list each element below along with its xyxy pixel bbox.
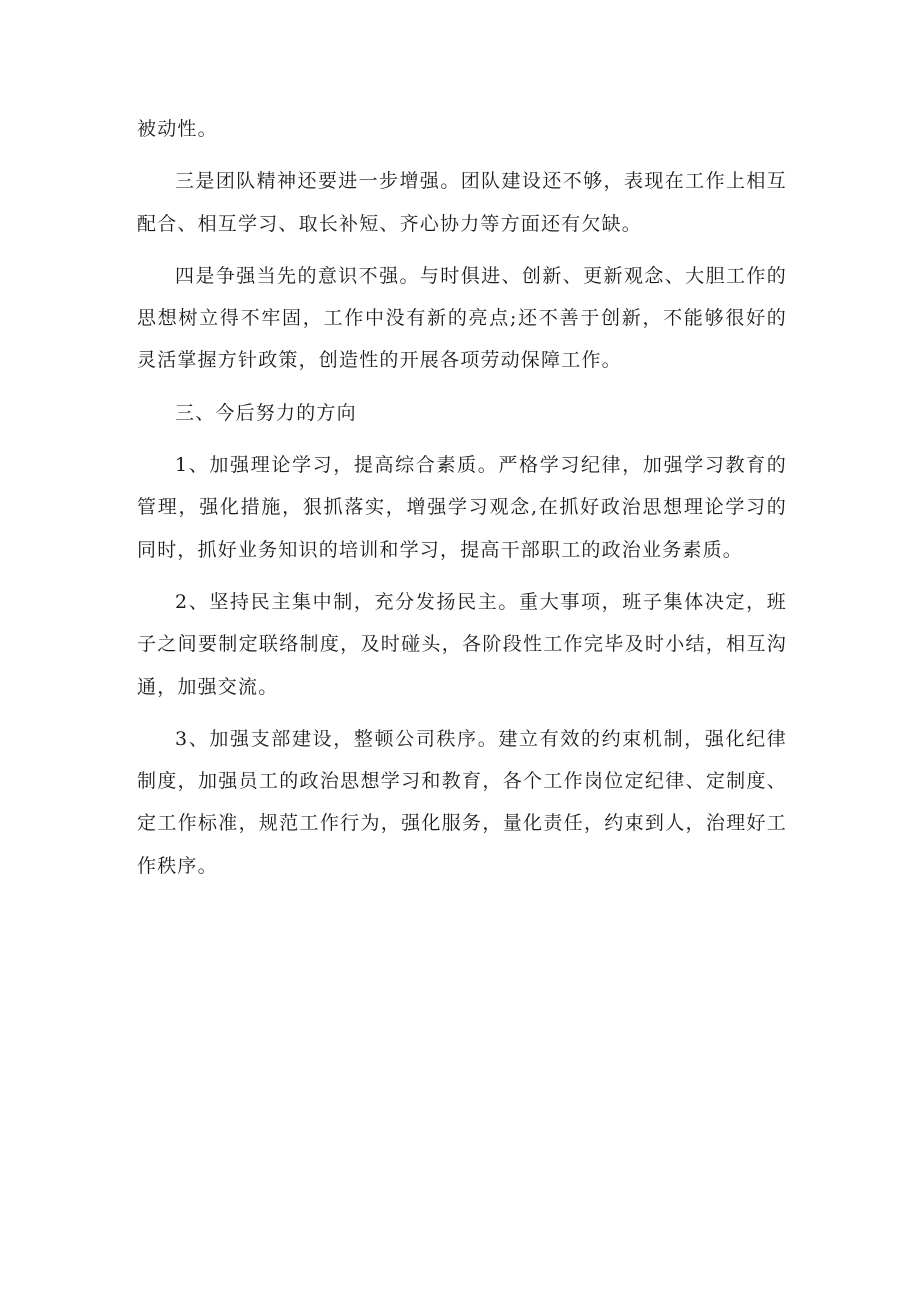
paragraph-team-spirit: 三是团队精神还要进一步增强。团队建设还不够，表现在工作上相互配合、相互学习、取长补短、齐心协力等方面还有欠缺。 <box>137 170 787 235</box>
document-body <box>137 108 787 897</box>
paragraph-item-2-democratic-centralism: 2、坚持民主集中制，充分发扬民主。重大事项，班子集体决定，班子之间要制定联络制度，及时碰头，各阶段性工作完毕及时小结，相互沟通，加强交流。 <box>137 590 787 698</box>
paragraph-innovation-awareness: 四是争强当先的意识不强。与时俱进、创新、更新观念、大胆工作的思想树立得不牢固，工作中没有新的亮点;还不善于创新，不能够很好的灵活掌握方针政策，创造性的开展各项劳动保障工作。 <box>137 264 787 372</box>
section-heading-future-direction: 三、今后努力的方向 <box>175 401 357 424</box>
paragraph-item-3-branch-building: 3、加强支部建设，整顿公司秩序。建立有效的约束机制，强化纪律制度，加强员工的政治思想学习和教育，各个工作岗位定纪律、定制度、定工作标准，规范工作行为，强化服务，量化责任，约束到人，治理好工作秩序。 <box>137 727 787 877</box>
paragraph-item-1-theory-study: 1、加强理论学习，提高综合素质。严格学习纪律，加强学习教育的管理，强化措施，狠抓落实，增强学习观念,在抓好政治思想理论学习的同时，抓好业务知识的培训和学习，提高干部职工的政治业务素质。 <box>137 454 787 561</box>
paragraph-continuation: 被动性。 <box>137 118 218 140</box>
